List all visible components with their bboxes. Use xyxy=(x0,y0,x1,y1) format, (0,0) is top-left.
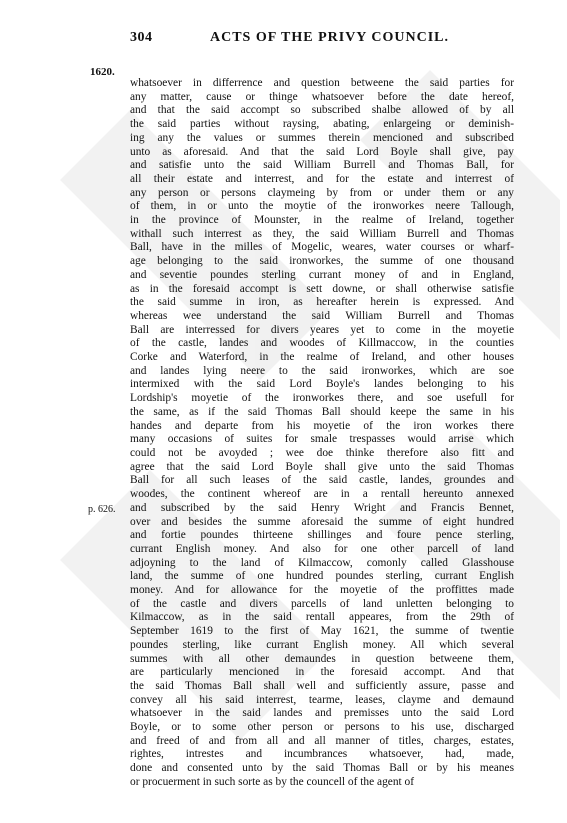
running-head: ACTS OF THE PRIVY COUNCIL. xyxy=(210,30,450,45)
text-line: Ball are interressed for divers yeares yet to come in the moyetie xyxy=(130,323,514,336)
text-line: and fortie poundes thirteene shillinges and foure pence sterling, xyxy=(130,529,514,542)
text-line: and that the said accompt so subscribed shalbe allowed of by all xyxy=(130,104,514,117)
text-line: age belonging to the said ironworkes, the summe of one thousand xyxy=(130,255,514,268)
text-line: ing any the values or summes therein mencioned and subscribed xyxy=(130,131,514,144)
body-text xyxy=(130,77,514,790)
text-line: are particularly mencioned in the foresaid accompt. And that xyxy=(130,666,514,679)
text-line: whatsoever in differrence and question betweene the said parties for xyxy=(130,77,514,89)
text-line: the said parties without raysing, abating, enlargeing or deminish- xyxy=(130,118,514,131)
text-line: poundes sterling, like currant English money. All which several xyxy=(130,638,514,651)
text-line: the same, as if the said Thomas Ball should keepe the same in his xyxy=(130,405,514,418)
text-line: summes with all other demaundes in question betweene them, xyxy=(130,652,514,665)
text-line: woodes, the continent whereof are in a rentall hereunto annexed xyxy=(130,488,514,501)
text-line: the said summe in iron, as hereafter herein is expressed. And xyxy=(130,296,514,309)
text-line: and landes lying neere to the said ironworkes, which are soe xyxy=(130,364,514,377)
text-line: unto as aforesaid. And that the said Lord Boyle shall give, pay xyxy=(130,145,514,158)
text-line: land, the summe of one hundred poundes sterling, currant English xyxy=(130,570,514,583)
text-line: Lordship's moyetie of the ironworkes there, and soe usefull for xyxy=(130,392,514,405)
text-line: Kilmaccow, as in the said rentall appeares, from the 29th of xyxy=(130,611,514,624)
text-line: any matter, cause or thinge whatsoever before the date hereof, xyxy=(130,90,514,103)
text-line: could not be avoyded ; wee doe thinke therefore also fitt and xyxy=(130,446,514,459)
text-line: done and consented unto by the said Thomas Ball or by his meanes xyxy=(130,762,514,775)
margin-year: 1620. xyxy=(90,66,115,78)
text-line: agree that the said Lord Boyle shall give unto the said Thomas xyxy=(130,460,514,473)
text-line: of the castle and divers parcells of land unletten belonging to xyxy=(130,597,514,610)
text-line: whatsoever in the said landes and premisses unto the said Lord xyxy=(130,707,514,720)
text-line: many occasions of suites for smale trespasses would arrise which xyxy=(130,433,514,446)
text-line: and freed of and from all and all manner of titles, charges, estates, xyxy=(130,734,514,747)
text-line: intermixed with the said Lord Boyle's landes belonging to his xyxy=(130,378,514,391)
text-line: handes and departe from his moyetie of the iron workes there xyxy=(130,419,514,432)
text-line: of them, in or unto the moytie of the ironworkes neere Tallough, xyxy=(130,200,514,213)
text-line: adjoyning to the land of Kilmaccow, comonly called Glasshouse xyxy=(130,556,514,569)
text-line: over and besides the summe aforesaid the summe of eight hundred xyxy=(130,515,514,528)
text-line: and satisfie unto the said William Burrell and Thomas Ball, for xyxy=(130,159,514,172)
text-line: whereas wee understand the said William Burrell and Thomas xyxy=(130,309,514,322)
text-line: Corke and Waterford, in the realme of Ireland, and other houses xyxy=(130,351,514,364)
text-line: rightes, intrestes and incumbrances whatsoever, had, made, xyxy=(130,748,514,761)
page-header xyxy=(0,30,567,54)
text-line: money. And for allowance for the moyetie of the proffittes made xyxy=(130,584,514,597)
text-line: the said Thomas Ball shall well and sufficiently assure, passe and xyxy=(130,679,514,692)
text-line: convey all his said interrest, tearme, leases, clayme and demaund xyxy=(130,693,514,706)
text-line: or procuerment in such sorte as by the councell of the agent of xyxy=(130,775,415,788)
text-line: currant English money. And also for one other parcell of land xyxy=(130,542,514,555)
text-line: in the province of Mounster, in the realme of Ireland, together xyxy=(130,214,514,227)
text-line: and seventie poundes sterling currant money of and in England, xyxy=(130,268,514,281)
text-line: Boyle, or to some other person or persons to his use, discharged xyxy=(130,721,514,734)
text-line: all their estate and interrest, and for the estate and interrest of xyxy=(130,172,514,185)
text-line: of the castle, landes and woodes of Killmaccow, in the counties xyxy=(130,337,514,350)
text-line: Ball for all such leases of the said castle, landes, groundes and xyxy=(130,474,514,487)
text-line: September 1619 to the first of May 1621, the summe of twentie xyxy=(130,625,514,638)
text-line: Ball, have in the milles of Mogelic, weares, water courses or wharf- xyxy=(130,241,514,254)
text-line: withall such interrest as they, the said William Burrell and Thomas xyxy=(130,227,514,240)
text-line: and subscribed by the said Henry Wright and Francis Bennet, xyxy=(130,501,514,514)
margin-page-reference: p. 626. xyxy=(88,504,116,515)
page-number: 304 xyxy=(130,30,153,45)
text-line: as in the foresaid accompt is sett downe, or shall otherwise satisfie xyxy=(130,282,514,295)
text-line: any person or persons claymeing by from or under them or any xyxy=(130,186,514,199)
